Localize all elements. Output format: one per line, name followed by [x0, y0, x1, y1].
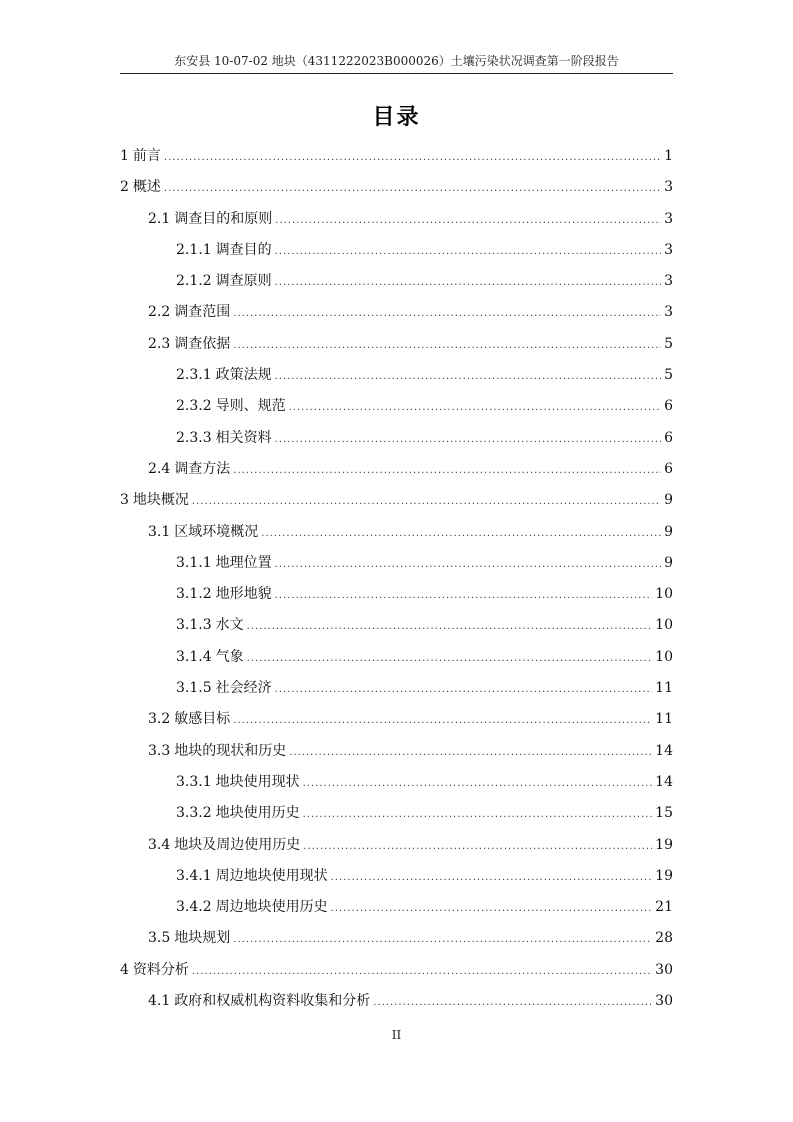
- running-header: 东安县 10-07-02 地块（4311222023B000026）土壤污染状况调查第一阶段报告: [174, 54, 619, 68]
- toc-entry-number: 3.3.2: [176, 805, 212, 822]
- toc-entry-text: 地块使用历史: [215, 805, 300, 822]
- header-divider: [120, 73, 673, 74]
- dot-leader: [164, 173, 661, 204]
- toc-page-number: 6: [664, 429, 673, 446]
- toc-entry-label: [148, 517, 258, 548]
- toc-entry-number: 3.3.1: [176, 773, 212, 790]
- toc-entry-label: [176, 892, 328, 923]
- dot-leader: [275, 424, 661, 455]
- toc-entry-number: 3.1.4: [176, 648, 212, 665]
- toc-entry-text: 调查目的和原则: [174, 210, 273, 227]
- dot-leader: [233, 455, 661, 486]
- toc-entry[interactable]: [120, 861, 673, 892]
- toc-entry-label: [176, 579, 272, 610]
- toc-page-number: 10: [655, 617, 673, 634]
- toc-title: 目录: [372, 105, 421, 130]
- dot-leader: [192, 956, 652, 987]
- toc-entry[interactable]: [120, 454, 673, 485]
- toc-entry-text: 概述: [132, 179, 161, 196]
- toc-entry[interactable]: [120, 141, 673, 172]
- toc-entry-number: 3.1.5: [176, 680, 212, 697]
- toc-entry-label: [176, 360, 272, 391]
- toc-entry[interactable]: [120, 517, 673, 548]
- toc-entry-text: 调查原则: [215, 273, 272, 290]
- toc-entry-text: 资料分析: [132, 961, 189, 978]
- toc-entry-number: 3.4.2: [176, 899, 212, 916]
- toc-entry-text: 导则、规范: [215, 398, 286, 415]
- toc-entry-label: [148, 297, 230, 328]
- toc-page-number: 6: [664, 460, 673, 477]
- toc-entry-text: 调查方法: [174, 460, 231, 477]
- toc-entry[interactable]: [120, 579, 673, 610]
- toc-entry-label: [120, 485, 189, 516]
- toc-entry-number: 2.4: [148, 460, 171, 477]
- toc-page-number: 9: [664, 554, 673, 571]
- toc-entry-number: 3.2: [148, 711, 171, 728]
- toc-entry-number: 3.4: [148, 836, 171, 853]
- toc-entry[interactable]: [120, 360, 673, 391]
- dot-leader: [303, 768, 653, 799]
- toc-page-number: 14: [655, 773, 673, 790]
- toc-page-number: 5: [664, 367, 673, 384]
- dot-leader: [275, 580, 653, 611]
- toc-page-number: 3: [664, 179, 673, 196]
- toc-entry-text: 调查范围: [174, 304, 231, 321]
- toc-entry-text: 地形地貌: [215, 586, 272, 603]
- toc-entry-number: 4.1: [148, 993, 171, 1010]
- toc-entry-label: [176, 266, 272, 297]
- toc-page-number: 1: [664, 148, 673, 164]
- toc-entry-label: [148, 454, 230, 485]
- toc-entry-number: 2.1.1: [176, 241, 212, 258]
- toc-entry-number: 2.2: [148, 304, 171, 321]
- toc-entry-label: [176, 642, 244, 673]
- toc-page-number: 19: [655, 867, 673, 884]
- dot-leader: [331, 862, 653, 893]
- toc-page-number: 11: [655, 711, 673, 728]
- toc-entry-text: 调查目的: [215, 241, 272, 258]
- toc-entry-label: [176, 235, 272, 266]
- toc-page-number: 30: [655, 993, 673, 1010]
- toc-entry-text: 敏感目标: [174, 711, 231, 728]
- toc-page-number: 3: [664, 210, 673, 227]
- toc-entry[interactable]: [120, 767, 673, 798]
- toc-entry-text: 地块规划: [174, 930, 231, 947]
- toc-entry-label: [176, 548, 272, 579]
- toc-page-number: 15: [655, 805, 673, 822]
- toc-entry[interactable]: [120, 204, 673, 235]
- toc-page-number: 11: [655, 680, 673, 697]
- toc-entry-number: 2.1.2: [176, 273, 212, 290]
- toc-entry-text: 相关资料: [215, 429, 272, 446]
- dot-leader: [247, 643, 653, 674]
- toc-entry[interactable]: [120, 235, 673, 266]
- dot-leader: [303, 799, 653, 830]
- dot-leader: [233, 924, 652, 955]
- toc-entry[interactable]: [120, 610, 673, 641]
- dot-leader: [233, 705, 652, 736]
- toc-page-number: 10: [655, 586, 673, 603]
- toc-page-number: 9: [664, 523, 673, 540]
- toc-entry-label: [176, 423, 272, 454]
- dot-leader: [289, 392, 661, 423]
- toc-entry[interactable]: [120, 485, 673, 516]
- toc-entry-number: 2.3.3: [176, 429, 212, 446]
- dot-leader: [331, 893, 653, 924]
- toc-entry-text: 社会经济: [215, 680, 272, 697]
- toc-entry[interactable]: [120, 955, 673, 986]
- toc-entry-text: 前言: [132, 148, 161, 164]
- toc-entry[interactable]: [120, 172, 673, 203]
- toc-entry-number: 3.1.1: [176, 554, 212, 571]
- toc-entry-number: 4: [120, 961, 129, 978]
- dot-leader: [275, 674, 653, 705]
- dot-leader: [275, 205, 661, 236]
- dot-leader: [261, 518, 661, 549]
- toc-entry[interactable]: [120, 892, 673, 923]
- toc-entry-number: 2.3: [148, 335, 171, 352]
- toc-entry-number: 2: [120, 179, 129, 196]
- toc-entry-number: 3.4.1: [176, 867, 212, 884]
- toc-entry-text: 政策法规: [215, 367, 272, 384]
- dot-leader: [275, 361, 661, 392]
- toc-entry-text: 地块的现状和历史: [174, 742, 287, 759]
- toc-page-number: 5: [664, 335, 673, 352]
- toc-entry-text: 地块使用现状: [215, 773, 300, 790]
- toc-entry[interactable]: [120, 642, 673, 673]
- toc-entry-label: [176, 391, 286, 422]
- toc-entry-label: [176, 673, 272, 704]
- toc-page-number: 19: [655, 836, 673, 853]
- toc-entry-label: [120, 955, 189, 986]
- toc-entry-number: 3: [120, 492, 129, 509]
- toc-entry-label: [148, 704, 230, 735]
- toc-entry[interactable]: [120, 266, 673, 297]
- dot-leader: [275, 549, 661, 580]
- toc-entry-text: 气象: [215, 648, 244, 665]
- toc-entry-number: 3.1: [148, 523, 171, 540]
- toc-entry-number: 3.1.3: [176, 617, 212, 634]
- toc-entry-label: [120, 172, 161, 203]
- toc-entry-label: [176, 798, 300, 829]
- toc-page-number: 6: [664, 398, 673, 415]
- toc-entry-number: 1: [120, 148, 129, 164]
- toc-entry-text: 周边地块使用历史: [215, 899, 328, 916]
- toc-entry-text: 地理位置: [215, 554, 272, 571]
- dot-leader: [247, 611, 653, 642]
- dot-leader: [289, 737, 652, 768]
- dot-leader: [303, 831, 652, 862]
- toc-entry-label: [148, 830, 300, 861]
- toc-entry-text: 区域环境概况: [174, 523, 259, 540]
- toc-entry[interactable]: [120, 923, 673, 954]
- toc-entry[interactable]: [120, 704, 673, 735]
- toc-page-number: 14: [655, 742, 673, 759]
- toc-entry[interactable]: [120, 673, 673, 704]
- toc-entry-number: 3.5: [148, 930, 171, 947]
- dot-leader: [233, 298, 661, 329]
- toc-entry-text: 调查依据: [174, 335, 231, 352]
- dot-leader: [164, 142, 661, 173]
- toc-entry-label: [176, 861, 328, 892]
- toc-entry-label: [148, 986, 370, 1017]
- toc-page-number: 21: [655, 899, 673, 916]
- toc-page-number: 9: [664, 492, 673, 509]
- toc-entry-number: 3.3: [148, 742, 171, 759]
- dot-leader: [275, 267, 661, 298]
- toc-entry-number: 2.3.1: [176, 367, 212, 384]
- toc-entry-label: [148, 204, 272, 235]
- toc-entry-number: 2.1: [148, 210, 171, 227]
- toc-entry-label: [148, 329, 230, 360]
- toc-entry-label: [120, 141, 161, 172]
- toc-entry-label: [176, 610, 244, 641]
- toc-entry-label: [148, 923, 230, 954]
- toc-entry-label: [148, 736, 286, 767]
- toc-entry[interactable]: [120, 986, 673, 1017]
- toc-entry-number: 2.3.2: [176, 398, 212, 415]
- table-of-contents: [120, 141, 673, 1017]
- toc-entry[interactable]: [120, 830, 673, 861]
- toc-entry[interactable]: [120, 329, 673, 360]
- toc-page-number: 3: [664, 273, 673, 290]
- toc-entry-text: 周边地块使用现状: [215, 867, 328, 884]
- toc-page-number: 3: [664, 304, 673, 321]
- toc-entry-text: 水文: [215, 617, 244, 634]
- dot-leader: [373, 987, 652, 1018]
- toc-entry-text: 政府和权威机构资料收集和分析: [174, 993, 371, 1010]
- toc-entry[interactable]: [120, 736, 673, 767]
- toc-entry[interactable]: [120, 548, 673, 579]
- toc-page-number: 30: [655, 961, 673, 978]
- toc-entry-text: 地块概况: [132, 492, 189, 509]
- toc-entry[interactable]: [120, 391, 673, 422]
- toc-page-number: 3: [664, 241, 673, 258]
- dot-leader: [192, 486, 661, 517]
- toc-entry-text: 地块及周边使用历史: [174, 836, 301, 853]
- toc-entry[interactable]: [120, 297, 673, 328]
- toc-entry-number: 3.1.2: [176, 586, 212, 603]
- toc-page-number: 28: [655, 930, 673, 947]
- dot-leader: [233, 330, 661, 361]
- toc-page-number: 10: [655, 648, 673, 665]
- dot-leader: [275, 236, 661, 267]
- page-number-footer: II: [391, 1028, 402, 1042]
- toc-entry[interactable]: [120, 423, 673, 454]
- toc-entry[interactable]: [120, 798, 673, 829]
- toc-entry-label: [176, 767, 300, 798]
